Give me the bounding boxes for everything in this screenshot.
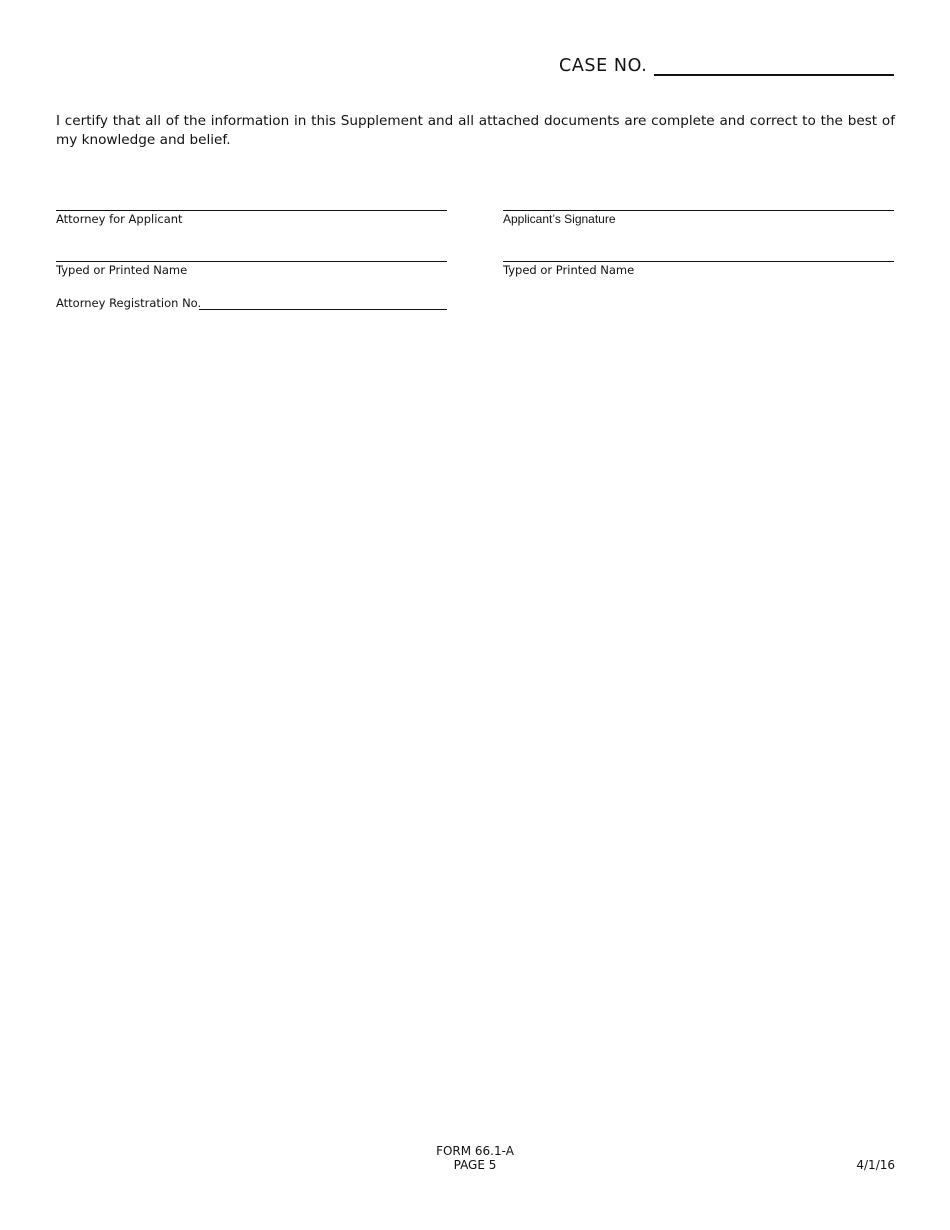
attorney-signature-field[interactable] (56, 210, 447, 211)
applicant-signature-field[interactable] (503, 210, 894, 211)
attorney-printed-name-field[interactable] (56, 261, 447, 262)
applicant-printed-name-label: Typed or Printed Name (503, 263, 635, 277)
form-number: FORM 66.1-A (436, 1144, 514, 1158)
attorney-registration-label: Attorney Registration No. (56, 296, 202, 310)
applicant-printed-name-field[interactable] (503, 261, 894, 262)
case-number-label: CASE NO. (559, 56, 648, 76)
attorney-registration-field[interactable] (199, 309, 447, 310)
certification-text: I certify that all of the information in this Supplement and all attached documents are complete and correct to the best of my knowledge and belief. (56, 113, 895, 148)
case-number-field[interactable] (654, 74, 894, 76)
attorney-signature-label: Attorney for Applicant (56, 212, 183, 226)
applicant-signature-label: Applicant’s Signature (503, 212, 616, 226)
attorney-printed-name-label: Typed or Printed Name (56, 263, 188, 277)
page-number: PAGE 5 (453, 1158, 497, 1172)
form-footer (375, 1144, 575, 1172)
form-revision-date: 4/1/16 (856, 1158, 895, 1172)
